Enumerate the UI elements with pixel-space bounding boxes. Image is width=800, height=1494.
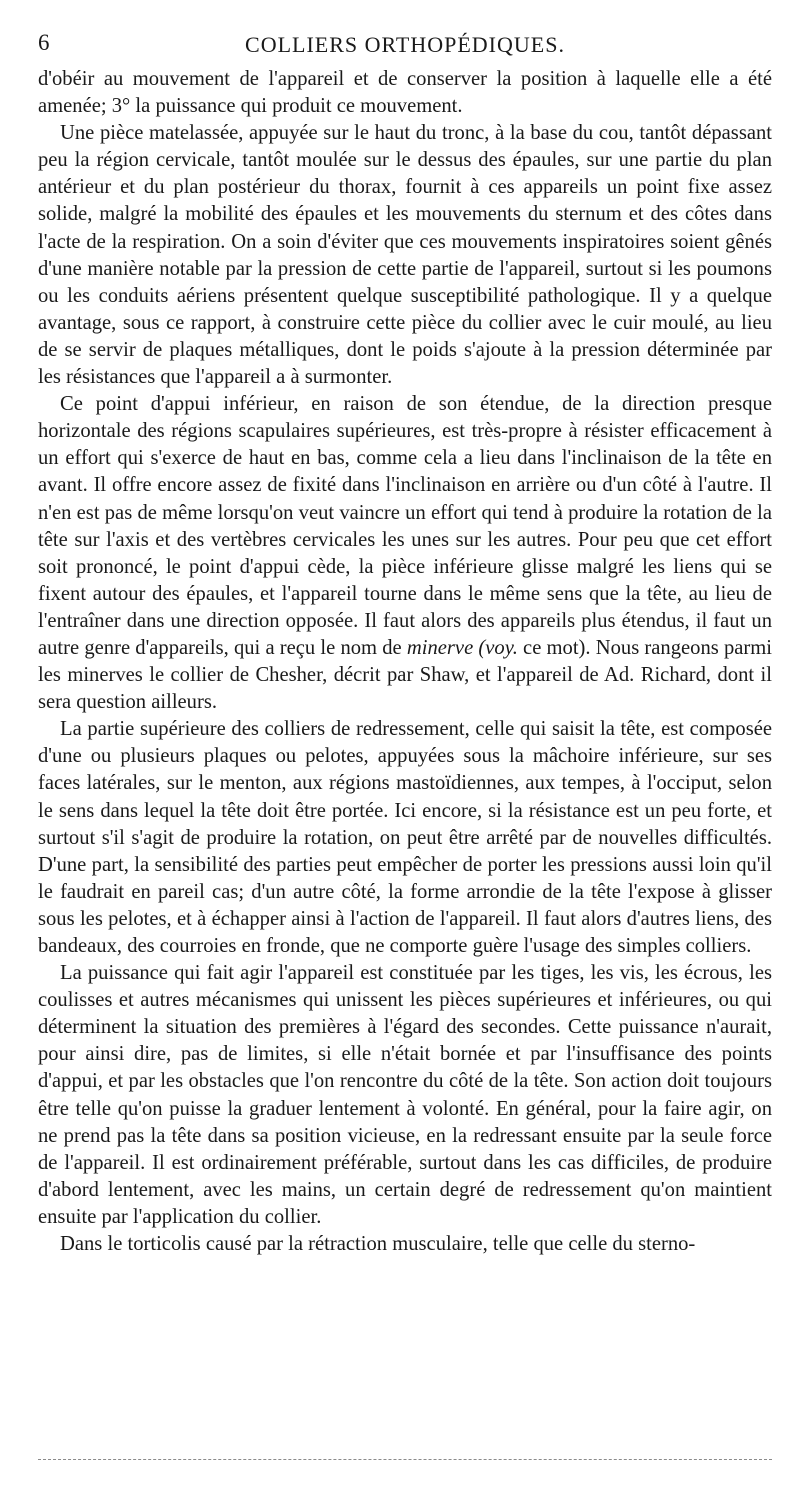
paragraph-partie-superieure: La partie supérieure des colliers de redressement, celle qui saisit la tête, est composée d'une ou plusieurs plaques ou pelotes, appuyées sous la mâchoire inférieure, sur ses faces latérales, sur le menton, aux régions mastoïdiennes, aux tempes, à l'occiput, selon le sens dans lequel la tête doit être portée. Ici encore, si la résistance est un peu forte, et surtout s'il s'agit de produire la rotation, on peut être arrêté par de nouvelles difficultés. D'une part, la sensibilité des parties peut empêcher de porter les pressions aussi loin qu'il le faudrait en pareil cas; d'un autre côté, la forme arrondie de la tête l'expose à glisser sous les pelotes, et à échapper ainsi à l'action de l'appareil. Il faut alors d'autres liens, des bandeaux, des courroies en fronde, que ne comporte guère l'usage des simples colliers. [38,718,772,957]
paragraph-text-after: ce mot). Nous rangeons parmi les minerves le collier de Chesher, décrit par Shaw, et l'appareil de Ad. Richard, dont il sera question ailleurs. [38,636,772,714]
paragraph-torticolis: Dans le torticolis causé par la rétraction musculaire, telle que celle du sterno- [60,1233,696,1256]
paragraph-puissance: La puissance qui fait agir l'appareil est constituée par les tiges, les vis, les écrous, les coulisses et autres mécanismes qui unissent les pièces supérieures et inférieures, ou qui déterminent la situation des premières à l'égard des secondes. Cette puissance n'aurait, pour ainsi dire, pas de limites, si elle n'était bornée et par l'insuffisance des points d'appui, et par les obstacles que l'on rencontre du côté de la tête. Son action doit toujours être telle qu'on puisse la graduer lentement à volonté. En général, pour la faire agir, on ne prend pas la tête dans sa position vicieuse, en la redressant ensuite par la seule force de l'appareil. Il est ordinairement préférable, surtout dans les cas difficiles, de produire d'abord lentement, avec les mains, un certain degré de redressement qu'on maintient ensuite par l'application du collier. [38,962,772,1228]
paragraph-point-appui [38,391,772,716]
italic-term: minerve (voy. [406,636,518,659]
page-number: 6 [38,30,50,55]
running-title: COLLIERS ORTHOPÉDIQUES. [245,32,565,57]
page-header [38,30,772,62]
paragraph-point-fixe: Une pièce matelassée, appuyée sur le haut du tronc, à la base du cou, tantôt dépassant peu la région cervicale, tantôt moulée sur le dessus des épaules, sur une partie du plan antérieur et du plan postérieur du thorax, fournit à ces appareils un point fixe assez solide, malgré la mobilité des épaules et les mouvements du sternum et des côtes dans l'acte de la respiration. On a soin d'éviter que ces mouvements inspiratoires soient gênés d'une manière notable par la pression de cette partie de l'appareil, surtout si les poumons ou les conduits aériens présentent quelque susceptibilité pathologique. Il y a quelque avantage, sous ce rapport, à construire cette pièce du collier avec le cuir moulé, au lieu de se servir de plaques métalliques, dont le poids s'ajoute à la pression déterminée par les résistances que l'appareil a à surmonter. [38,122,772,389]
body-text [38,66,772,1258]
paragraph-continuation: d'obéir au mouvement de l'appareil et de conserver la position à laquelle elle a été amenée; 3° la puissance qui produit ce mouvement. [38,68,772,118]
footer-dotted-rule [38,1459,772,1460]
paragraph-text: Ce point d'appui inférieur, en raison de son étendue, de la direction presque horizontale des régions scapulaires supérieures, est très-propre à résister efficacement à un effort qui s'exerce de haut en bas, comme cela a lieu dans l'inclinaison de la tête en avant. Il offre encore assez de fixité dans l'inclinaison en arrière ou d'un côté à l'autre. Il n'en est pas de même lorsqu'on veut vaincre un effort qui tend à produire la rotation de la tête sur l'axis et des vertèbres cervicales les unes sur les autres. Pour peu que cet effort soit prononcé, le point d'appui cède, la pièce inférieure glisse malgré les liens qui se fixent autour des épaules, et l'appareil tourne dans le même sens que la tête, au lieu de l'entraîner dans une direction opposée. Il faut alors des appareils plus étendus, il faut un autre genre d'appareils, qui a reçu le nom de [38,393,772,659]
